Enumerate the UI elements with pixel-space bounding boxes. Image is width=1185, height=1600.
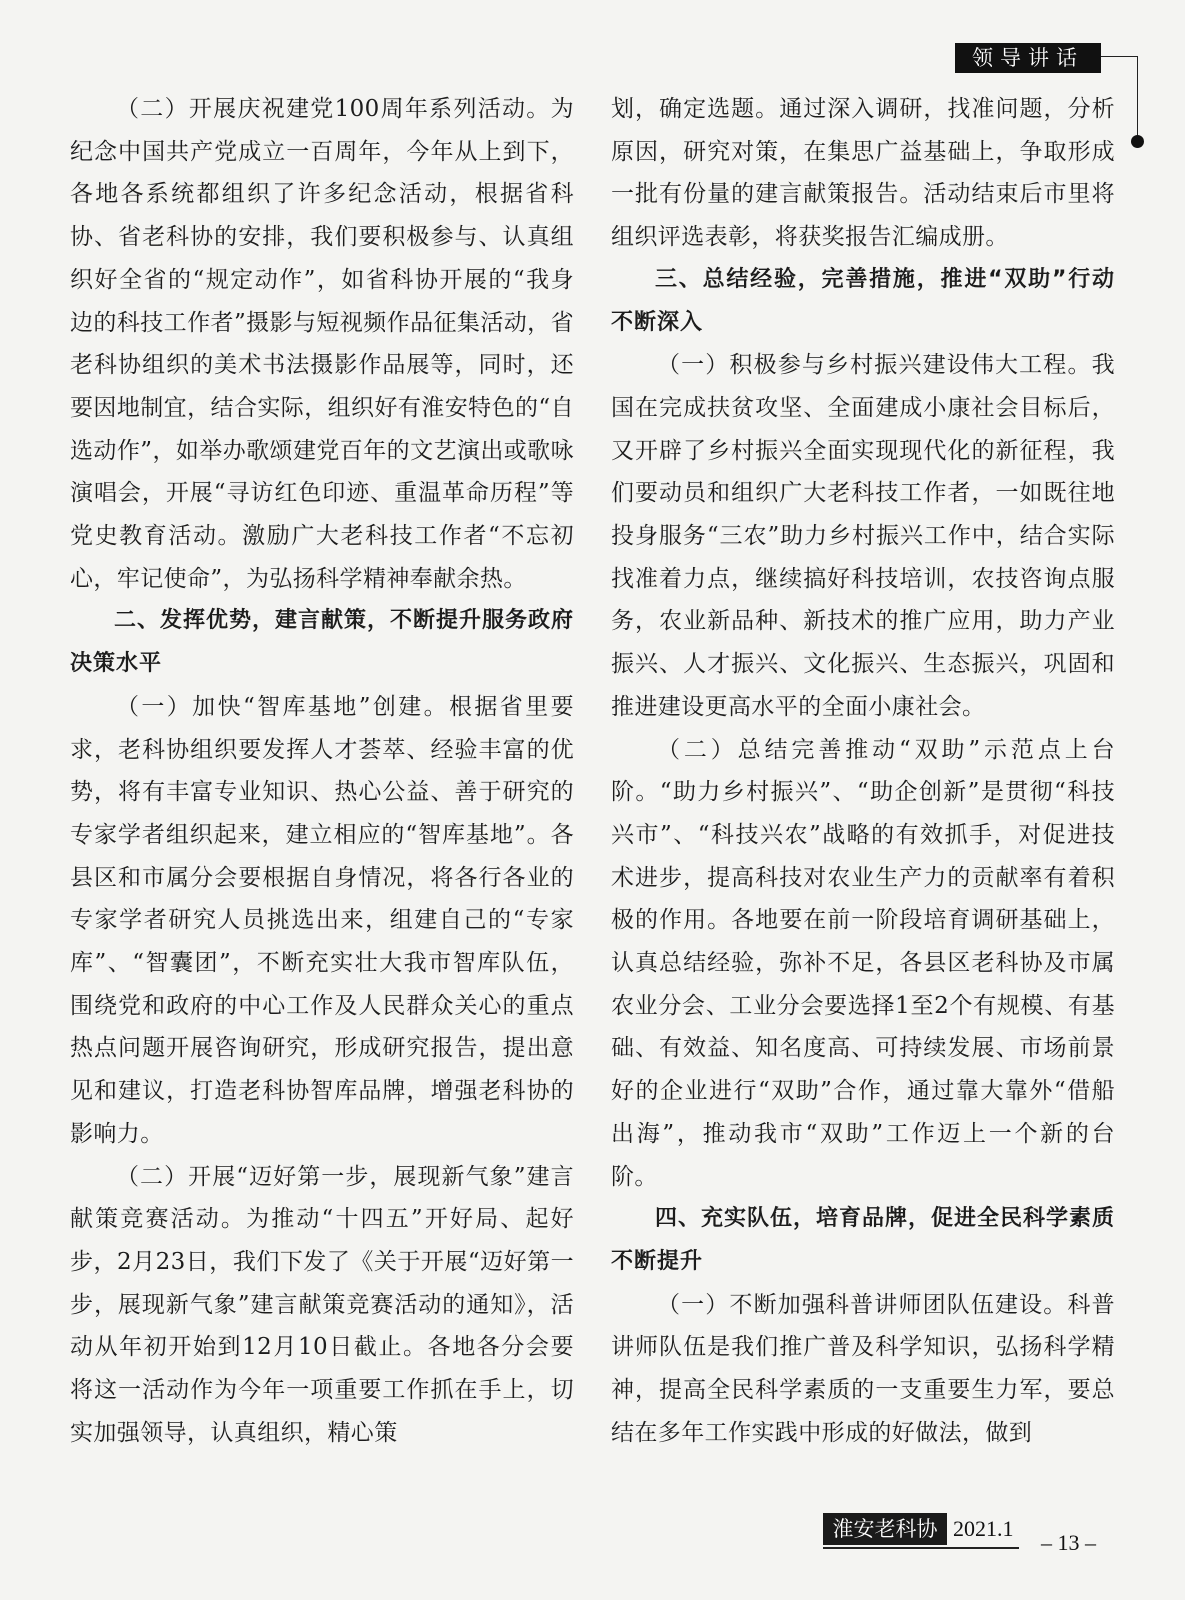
section-heading: 三、总结经验，完善措施，推进“双助”行动不断深入	[611, 266, 1115, 335]
section-tag: 领导讲话	[955, 43, 1101, 73]
paragraph: （一）积极参与乡村振兴建设伟大工程。我国在完成扶贫攻坚、全面建成小康社会目标后，又开辟了乡村振兴全面实现现代化的新征程，我们要动员和组织广大老科技工作者，一如既往地投身服务“三农”助力乡村振兴工作中，结合实际找准着力点，继续搞好科技培训，农技咨询点服务，农业新品种、新技术的推广应用，助力产业振兴、人才振兴、文化振兴、生态振兴，巩固和推进建设更高水平的全面小康社会。	[611, 352, 1115, 720]
journal-name: 淮安老科协	[823, 1513, 947, 1545]
footer-rule	[823, 1547, 1019, 1549]
page-number: – 13 –	[1041, 1530, 1096, 1555]
left-column	[70, 88, 574, 1455]
paragraph: （二）开展庆祝建党100周年系列活动。为纪念中国共产党成立一百周年，今年从上到下，各地各系统都组织了许多纪念活动，根据省科协、省老科协的安排，我们要积极参与、认真组织好全省的“规定动作”，如省科协开展的“我身边的科技工作者”摄影与短视频作品征集活动，省老科协组织的美术书法摄影作品展等，同时，还要因地制宜，结合实际，组织好有淮安特色的“自选动作”，如举办歌颂建党百年的文艺演出或歌咏演唱会，开展“寻访红色印迹、重温革命历程”等党史教育活动。激励广大老科技工作者“不忘初心，牢记使命”，为弘扬科学精神奉献余热。	[70, 96, 574, 592]
paragraph: （二）总结完善推动“双助”示范点上台阶。“助力乡村振兴”、“助企创新”是贯彻“科技兴市”、“科技兴农”战略的有效抓手，对促进技术进步，提高科技对农业生产力的贡献率有着积极的作用。各地要在前一阶段培育调研基础上，认真总结经验，弥补不足，各县区老科协及市属农业分会、工业分会要选择1至2个有规模、有基础、有效益、知名度高、可持续发展、市场前景好的企业进行“双助”合作，通过靠大靠外“借船出海”，推动我市“双助”工作迈上一个新的台阶。	[611, 736, 1115, 1190]
section-heading: 二、发挥优势，建言献策，不断提升服务政府决策水平	[70, 608, 575, 677]
tag-connector-line	[1101, 56, 1138, 57]
paragraph-continued: 划，确定选题。通过深入调研，找准问题，分析原因，研究对策，在集思广益基础上，争取形成一批有份量的建言献策报告。活动结束后市里将组织评选表彰，将获奖报告汇编成册。	[611, 96, 1115, 251]
right-column	[611, 88, 1115, 1455]
tag-bullet-dot	[1131, 135, 1144, 148]
paragraph: （二）开展“迈好第一步，展现新气象”建言献策竞赛活动。为推动“十四五”开好局、起好步，2月23日，我们下发了《关于开展“迈好第一步，展现新气象”建言献策竞赛活动的通知》，活动从年初开始到12月10日截止。各地各分会要将这一活动作为今年一项重要工作抓在手上，切实加强领导，认真组织，精心策	[70, 1163, 574, 1446]
issue-number: 2021.1	[953, 1516, 1014, 1541]
paragraph: （一）不断加强科普讲师团队伍建设。科普讲师队伍是我们推广普及科学知识，弘扬科学精神，提高全民科学素质的一支重要生力军，要总结在多年工作实践中形成的好做法，做到	[611, 1291, 1115, 1446]
paragraph: （一）加快“智库基地”创建。根据省里要求，老科协组织要发挥人才荟萃、经验丰富的优势，将有丰富专业知识、热心公益、善于研究的专家学者组织起来，建立相应的“智库基地”。各县区和市属分会要根据自身情况，将各行各业的专家学者研究人员挑选出来，组建自己的“专家库”、“智囊团”，不断充实壮大我市智库队伍，围绕党和政府的中心工作及人民群众关心的重点热点问题开展咨询研究，形成研究报告，提出意见和建议，打造老科协智库品牌，增强老科协的影响力。	[70, 693, 574, 1147]
tag-connector-line-vertical	[1137, 56, 1138, 142]
section-heading: 四、充实队伍，培育品牌，促进全民科学素质不断提升	[611, 1206, 1116, 1274]
